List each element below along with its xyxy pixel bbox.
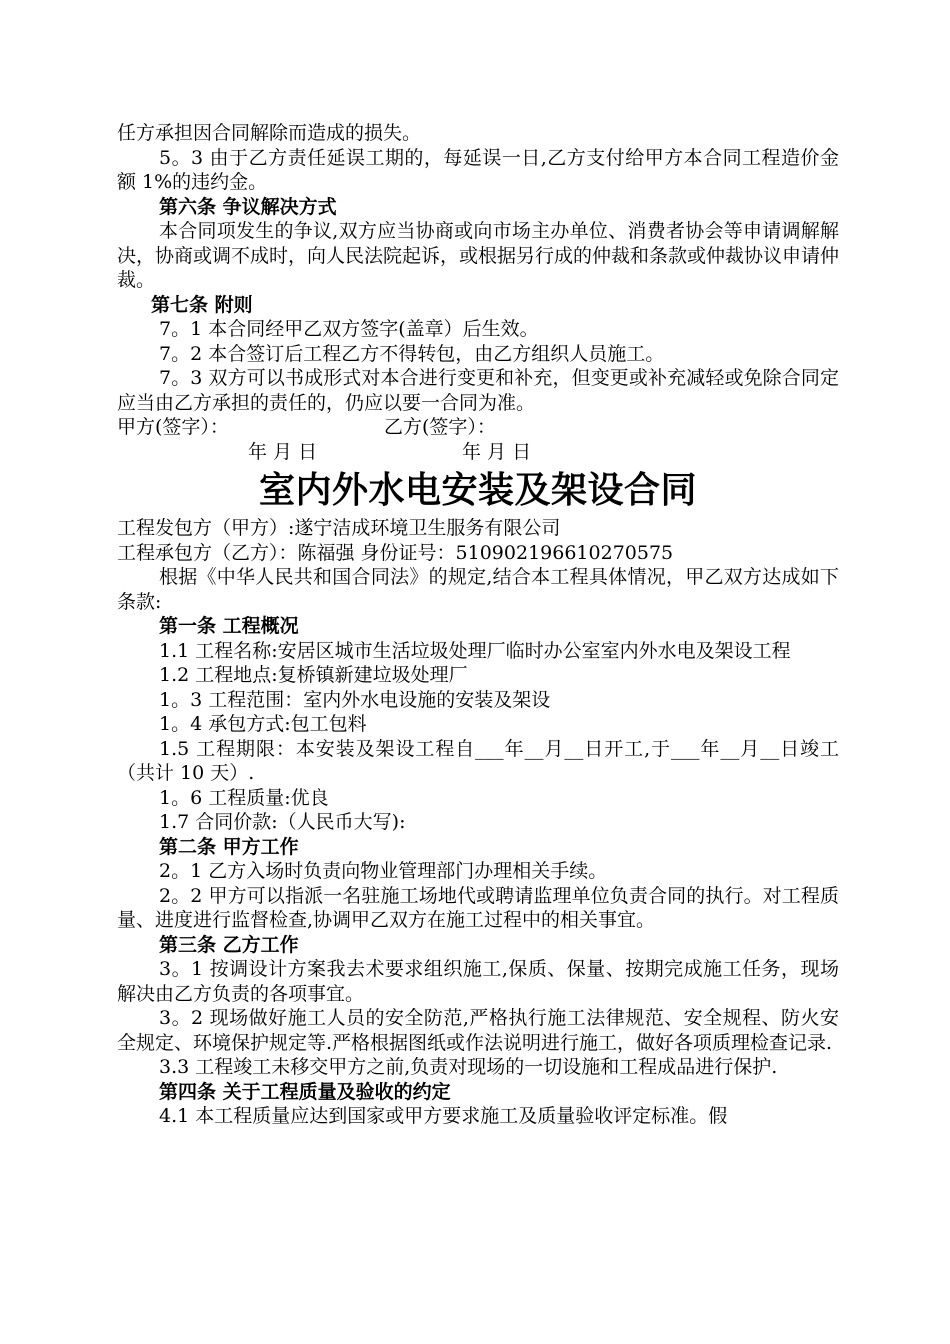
document-body <box>117 121 839 1129</box>
article-6-heading: 第六条 争议解决方式 <box>159 195 337 218</box>
clause-7-3: 7。3 双方可以书成形式对本合进行变更和补充，但变更或补充减轻或免除合同定应当由乙方承担的责任的，仍应以要一合同为准。 <box>117 367 839 414</box>
signature-row <box>117 415 839 440</box>
clause-1-7: 1.7 合同价款:（人民币大写): <box>159 811 406 833</box>
article-2-heading: 第二条 甲方工作 <box>159 835 299 858</box>
clause-1-5: 1.5 工程期限：本安装及架设工程自___年__月__日开工,于___年__月__日竣工（共计 10 天）. <box>117 737 839 784</box>
clause-5-3: 5。3 由于乙方责任延误工期的，每延误一日,乙方支付给甲方本合同工程造价金额 1%的违约金。 <box>117 146 839 193</box>
party-a-line: 工程发包方（甲方）:遂宁洁成环境卫生服务有限公司 <box>117 517 561 539</box>
clause-1-4: 1。4 承包方式:包工包料 <box>159 713 367 735</box>
clause-1-3: 1。3 工程范围：室内外水电设施的安装及架设 <box>159 688 551 711</box>
clause-4-1: 4.1 本工程质量应达到国家或甲方要求施工及质量验收评定标准。假 <box>159 1105 728 1127</box>
paragraph-loss: 任方承担因合同解除而造成的损失。 <box>117 122 422 144</box>
clause-1-2: 1.2 工程地点:复桥镇新建垃圾处理厂 <box>159 664 468 686</box>
clause-2-2: 2。2 甲方可以指派一名驻施工场地代或聘请监理单位负责合同的执行。对工程质量、进度进行监督检查,协调甲乙双方在施工过程中的相关事宜。 <box>117 884 839 931</box>
clause-1-1: 1.1 工程名称:安居区城市生活垃圾处理厂临时办公室室内外水电及架设工程 <box>159 639 791 662</box>
clause-3-2: 3。2 现场做好施工人员的安全防范,严格执行施工法律规范、安全规程、防火安全规定、环境保护规定等.严格根据图纸或作法说明进行施工，做好各项质理检查记录. <box>117 1007 839 1054</box>
clause-2-1: 2。1 乙方入场时负责向物业管理部门办理相关手续。 <box>159 860 608 882</box>
clause-7-2: 7。2 本合签订后工程乙方不得转包，由乙方组织人员施工。 <box>159 342 665 365</box>
clause-1-6: 1。6 工程质量:优良 <box>159 786 329 809</box>
party-b-signature-label: 乙方(签字）： <box>384 416 496 438</box>
contract-title: 室内外水电安装及架设合同 <box>258 470 697 511</box>
article-4-heading: 第四条 关于工程质量及验收的约定 <box>159 1080 451 1103</box>
article-3-heading: 第三条 乙方工作 <box>159 933 299 956</box>
clause-3-1: 3。1 按调设计方案我去术要求组织施工,保质、保量、按期完成施工任务，现场解决由乙方负责的各项事宜。 <box>117 958 839 1005</box>
clause-7-1: 7。1 本合同经甲乙双方签字(盖章）后生效。 <box>159 318 539 340</box>
party-b-date: 年 月 日 <box>462 440 532 463</box>
date-row <box>117 440 839 465</box>
article-1-heading: 第一条 工程概况 <box>159 615 299 637</box>
party-b-line: 工程承包方（乙方）：陈福强 身份证号：510902196610270575 <box>117 541 674 564</box>
clause-3-3: 3.3 工程竣工未移交甲方之前,负责对现场的一切设施和工程成品进行保护. <box>159 1056 778 1078</box>
article-6-text: 本合同项发生的争议,双方应当协商或向市场主办单位、消费者协会等申请调解解决，协商或调不成时，向人民法院起诉，或根据另行成的仲裁和条款或仲裁协议申请仲裁。 <box>117 220 840 291</box>
article-7-heading: 第七条 附则 <box>151 293 253 316</box>
party-a-date: 年 月 日 <box>248 440 318 463</box>
contract-intro: 根据《中华人民共和国合同法》的规定,结合本工程具体情况，甲乙双方达成如下条款: <box>117 566 839 613</box>
party-a-signature-label: 甲方(签字）： <box>117 416 229 438</box>
